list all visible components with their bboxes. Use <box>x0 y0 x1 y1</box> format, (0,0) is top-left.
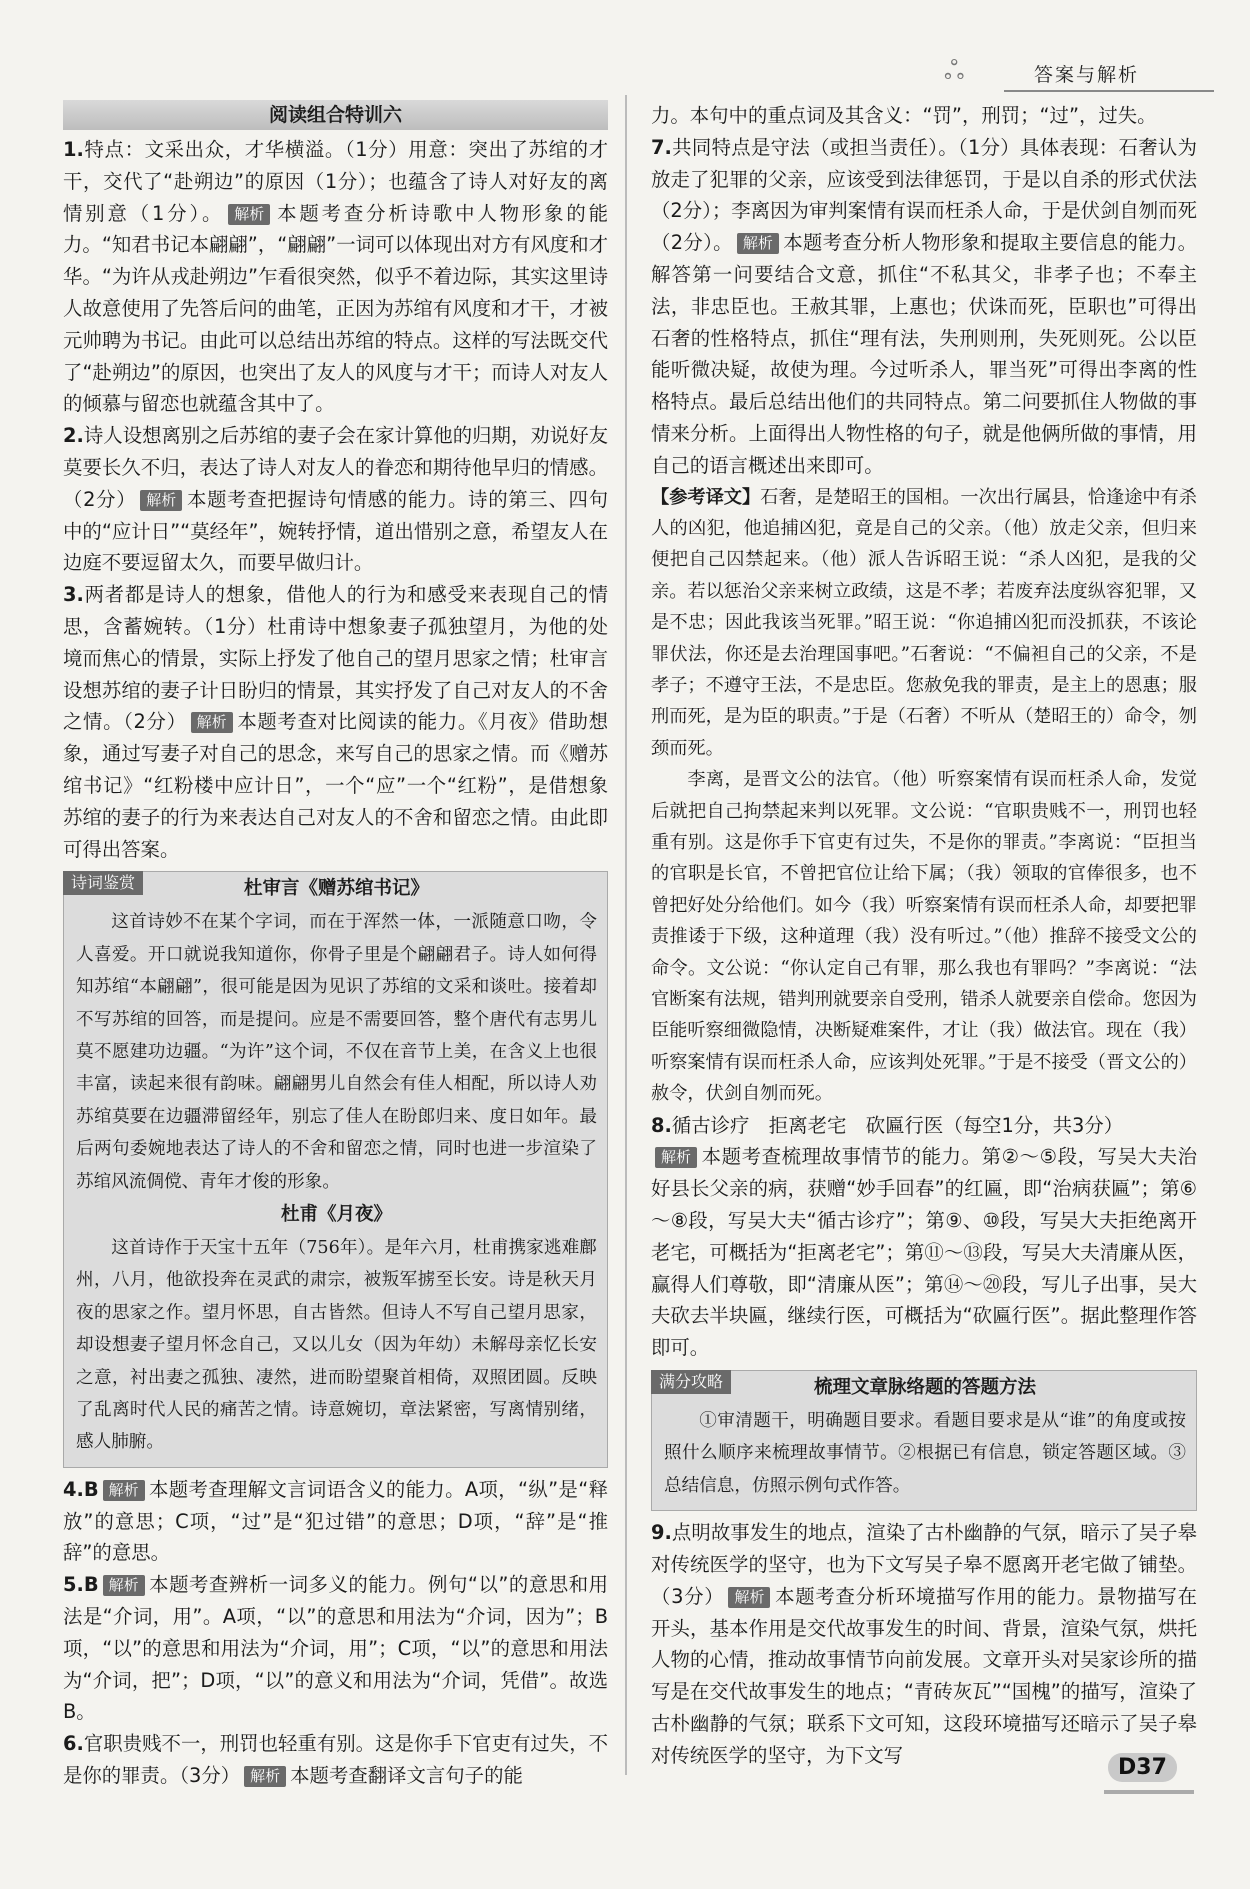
answer-5 <box>63 1569 608 1728</box>
strategy-box <box>651 1370 1197 1511</box>
analysis-tag: 解析 <box>655 1147 697 1168</box>
answer-number: 5. <box>63 1573 84 1597</box>
page-number: D37 <box>1108 1753 1177 1782</box>
translation-label: 【参考译文】 <box>651 486 761 508</box>
analysis-tag: 解析 <box>728 1587 770 1608</box>
answer-7 <box>651 132 1197 482</box>
translation-text-1: 石奢，是楚昭王的国相。一次出行属县，恰逢途中有杀人的凶犯，他追捕凶犯，竟是自己的父亲。（他）放走父亲，但归来便把自己囚禁起来。（他）派人告诉昭王说：“杀人凶犯，是我的父亲。若以惩治父亲来树立政绩，这是不孝；若废弃法度纵容犯罪，又是不忠；因此我该当死罪。”昭王说：“你追捕凶犯而没抓获，不该论罪伏法，你还是去治理国事吧。”石奢说：“不偏袒自己的父亲，不是孝子；不遵守王法，不是忠臣。您赦免我的罪责，是主上的恩惠；服刑而死，是为臣的职责。”于是（石奢）不听从（楚昭王的）命令，刎颈而死。 <box>651 486 1197 759</box>
analysis-tag: 解析 <box>244 1766 286 1787</box>
analysis-tag: 解析 <box>228 204 270 225</box>
answer-6-continued: 力。本句中的重点词及其含义：“罚”，刑罚；“过”，过失。 <box>651 104 1157 127</box>
answer-6 <box>63 1728 608 1792</box>
left-column <box>63 100 608 1792</box>
analysis-tag: 解析 <box>737 233 779 254</box>
answer-number: 7. <box>651 135 672 159</box>
answer-1 <box>63 134 608 420</box>
answer-3 <box>63 579 608 865</box>
page-number-shadow <box>1104 1790 1194 1794</box>
answer-8 <box>651 1110 1197 1364</box>
answer-text: 诗人设想离别之后苏绾的妻子会在家计算他的归期，劝说好友莫要长久不归，表达了诗人对友人的眷恋和期待他早归的情感。（2分） <box>63 424 608 511</box>
poem-title-2: 杜甫《月夜》 <box>280 1203 392 1225</box>
analysis-tag: 解析 <box>103 1575 145 1596</box>
answer-text: 两者都是诗人的想象，借他人的行为和感受来表现自己的情思，含蓄婉转。（1分）杜甫诗中想象妻子孤独望月，为他的处境而焦心的情景，实际上抒发了他自己的望月思家之情；杜审言设想苏绾的妻子计日盼归的情景，其实抒发了自己对友人的不舍之情。（2分） <box>63 583 608 734</box>
analysis-text: 本题考查分析人物形象和提取主要信息的能力。解答第一问要结合文意，抓住“不私其父，非孝子也；不奉主法，非忠臣也。王赦其罪，上惠也；伏诛而死，臣职也”可得出石奢的性格特点，抓住“理有法，失刑则刑，失死则死。公以臣能听微决疑，故使为理。今过听杀人，罪当死”可得出李离的性格特点。最后总结出他们的共同特点。第二问要抓住人物做的事情来分析。上面得出人物性格的句子，就是他俩所做的事情，用自己的语言概述出来即可。 <box>651 231 1198 477</box>
answer-number: 1. <box>63 138 84 161</box>
analysis-text: 本题考查对比阅读的能力。《月夜》借助想象，通过写妻子对自己的思念，来写自己的思家之情。而《赠苏绾书记》“红粉楼中应计日”，一个“应”一个“红粉”，是借想象苏绾的妻子的行为来表达自己对友人的不舍和留恋之情。由此即可得出答案。 <box>63 710 608 861</box>
analysis-text: 本题考查辨析一词多义的能力。例句“以”的意思和用法是“介词，用”。A项，“以”的意思和用法为“介词，因为”；B项，“以”的意思和用法为“介词，用”；C项，“以”的意思和用法为“介词，把”；D项，“以”的意义和用法为“介词，凭借”。故选B。 <box>63 1573 608 1724</box>
answer-text: 循古诊疗 拒离老宅 砍匾行医（每空1分，共3分） <box>671 1113 1124 1137</box>
answer-number: 6. <box>63 1732 84 1756</box>
poem-commentary-1: 这首诗妙不在某个字词，而在于浑然一体，一派随意口吻，令人喜爱。开口就说我知道你，你骨子里是个翩翩君子。诗人如何得知苏绾“本翩翩”，很可能是因为见识了苏绾的文采和谈吐。接着却不写苏绾的回答，而是提问。应是不需要回答，整个唐代有志男儿莫不愿建功边疆。“为许”这个词，不仅在音节上美，在含义上也很丰富，读起来很有韵味。翩翩男儿自然会有佳人相配，所以诗人劝苏绾莫要在边疆滞留经年，别忘了佳人在盼郎归来、度日如年。最后两句委婉地表达了诗人的不舍和留恋之情，同时也进一步渲染了苏绾风流倜傥、青年才俊的形象。 <box>76 912 597 1192</box>
analysis-text: 本题考查把握诗句情感的能力。诗的第三、四句中的“应计日”“莫经年”，婉转抒情，道出惜别之意，希望友人在边庭不要逗留太久，而要早做归计。 <box>63 487 609 575</box>
answer-choice: B <box>83 1477 99 1501</box>
poetry-appreciation-box <box>63 871 608 1468</box>
analysis-text: 本题考查理解文言词语含义的能力。A项，“纵”是“释放”的意思；C项，“过”是“犯过错”的意思；D项，“辞”是“推辞”的意思。 <box>63 1477 608 1565</box>
answer-text: 特点：文采出众，才华横溢。（1分）用意：突出了苏绾的才干，交代了“赴朔边”的原因（1分）；也蕴含了诗人对好友的离情别意（1分）。 <box>63 138 608 225</box>
header-title: 答案与解析 <box>1034 64 1140 86</box>
right-column <box>651 100 1197 1772</box>
answer-number: 8. <box>651 1113 672 1137</box>
answer-text: 官职贵贱不一，刑罚也轻重有别。这是你手下官吏有过失，不是你的罪责。（3分） <box>63 1732 608 1787</box>
translation-paragraph-2: 李离，是晋文公的法官。（他）听察案情有误而枉杀人命，发觉后就把自己拘禁起来判以死罪。文公说：“官职贵贱不一，刑罚也轻重有别。这是你手下官吏有过失，不是你的罪责。”李离说：“臣担当的官职是长官，不曾把官位让给下属；（我）领取的官俸很多，也不曾把好处分给他们。如今（我）听察案情有误而枉杀人命，却要把罪责推诿于下级，这种道理（我）没有听过。”（他）推辞不接受文公的命令。文公说：“你认定自己有罪，那么我也有罪吗？”李离说：“法官断案有法规，错判刑就要亲自受刑，错杀人就要亲自偿命。您因为臣能听察细微隐情，决断疑难案件，才让（我）做法官。现在（我）听察案情有误而枉杀人命，应该判处死罪。”于是不接受（晋文公的）赦令，伏剑自刎而死。 <box>651 769 1197 1105</box>
analysis-text: 本题考查分析环境描写作用的能力。景物描写在开头，基本作用是交代故事发生的时间、背景，渲染气氛，烘托人物的心情，推动故事情节向前发展。文章开头对吴家诊所的描写是在交代故事发生的地点；“青砖灰瓦”“国槐”的描写，渲染了古朴幽静的气氛；联系下文可知，这段环境描写还暗示了吴子皋对传统医学的坚守，为下文写 <box>651 1584 1197 1767</box>
answer-text: 共同特点是守法（或担当责任）。（1分）具体表现：石奢认为放走了犯罪的父亲，应该受到法律惩罚，于是以自杀的形式伏法（2分）；李离因为审判案情有误而枉杀人命，于是伏剑自刎而死（2分）。 <box>651 135 1197 255</box>
answer-number: 4. <box>63 1477 84 1501</box>
analysis-text: 本题考查翻译文言句子的能 <box>290 1764 523 1787</box>
answer-4 <box>63 1474 608 1569</box>
answer-number: 3. <box>63 583 84 607</box>
bulb-icon: ஃ <box>944 56 965 86</box>
reference-translation <box>651 482 1197 1110</box>
poem-commentary-2: 这首诗作于天宝十五年（756年）。是年六月，杜甫携家逃难鄜州，八月，他欲投奔在灵武的肃宗，被叛军掳至长安。诗是秋天月夜的思家之作。望月怀思，自古皆然。但诗人不写自己望月思家，却设想妻子望月怀念自己，又以儿女（因为年幼）未解母亲忆长安之意，衬出妻之孤独、凄然，进而盼望聚首相倚，双照团圆。反映了乱离时代人民的痛苦之情。诗意婉切，章法紧密，写离情别绪，感人肺腑。 <box>76 1237 597 1453</box>
poetry-appreciation-tag: 诗词鉴赏 <box>63 871 143 895</box>
answer-9 <box>651 1517 1197 1771</box>
section-title: 阅读组合特训六 <box>63 100 608 130</box>
answer-text: 点明故事发生的地点，渲染了古朴幽静的气氛，暗示了吴子皋对传统医学的坚守，也为下文写吴子皋不愿离开老宅做了铺垫。（3分） <box>651 1521 1197 1608</box>
strategy-title: 梳理文章脉络题的答题方法 <box>813 1377 1036 1399</box>
analysis-tag: 解析 <box>140 490 182 511</box>
analysis-text: 本题考查分析诗歌中人物形象的能力。“知君书记本翩翩”，“翩翩”一词可以体现出对方有风度和才华。“为许从戎赴朔边”乍看很突然，似乎不着边际，其实这里诗人故意使用了先答后问的曲笔，正因为苏绾有风度和才干，才被元帅聘为书记。由此可以总结出苏绾的特点。这样的写法既交代了“赴朔边”的原因，也突出了友人的风度与才干；而诗人对友人的倾慕与留恋也就蕴含其中了。 <box>63 201 609 416</box>
analysis-tag: 解析 <box>191 712 233 733</box>
analysis-tag: 解析 <box>103 1480 145 1501</box>
page-header <box>944 56 1214 96</box>
analysis-text: 本题考查梳理故事情节的能力。第②～⑤段，写吴大夫治好县长父亲的病，获赠“妙手回春”的红匾，即“治病获匾”；第⑥～⑧段，写吴大夫“循古诊疗”；第⑨、⑩段，写吴大夫拒绝离开老宅，可概括为“拒离老宅”；第⑪～⑬段，写吴大夫清廉从医，赢得人们尊敬，即“清廉从医”；第⑭～⑳段，写儿子出事，吴大夫砍去半块匾，继续行医，可概括为“砍匾行医”。据此整理作答即可。 <box>651 1145 1197 1360</box>
strategy-tag: 满分攻略 <box>651 1370 731 1394</box>
answer-choice: B <box>83 1573 99 1597</box>
header-rule <box>1004 90 1214 92</box>
strategy-text: ①审清题干，明确题目要求。看题目要求是从“谁”的角度或按照什么顺序来梳理故事情节。②根据已有信息，锁定答题区域。③总结信息，仿照示例句式作答。 <box>664 1411 1186 1496</box>
translation-paragraph-1 <box>651 482 1197 765</box>
answer-number: 9. <box>651 1521 672 1545</box>
column-divider <box>625 95 627 1775</box>
answer-2 <box>63 420 608 579</box>
poem-title-1: 杜审言《赠苏绾书记》 <box>243 878 429 900</box>
answer-number: 2. <box>63 424 84 448</box>
